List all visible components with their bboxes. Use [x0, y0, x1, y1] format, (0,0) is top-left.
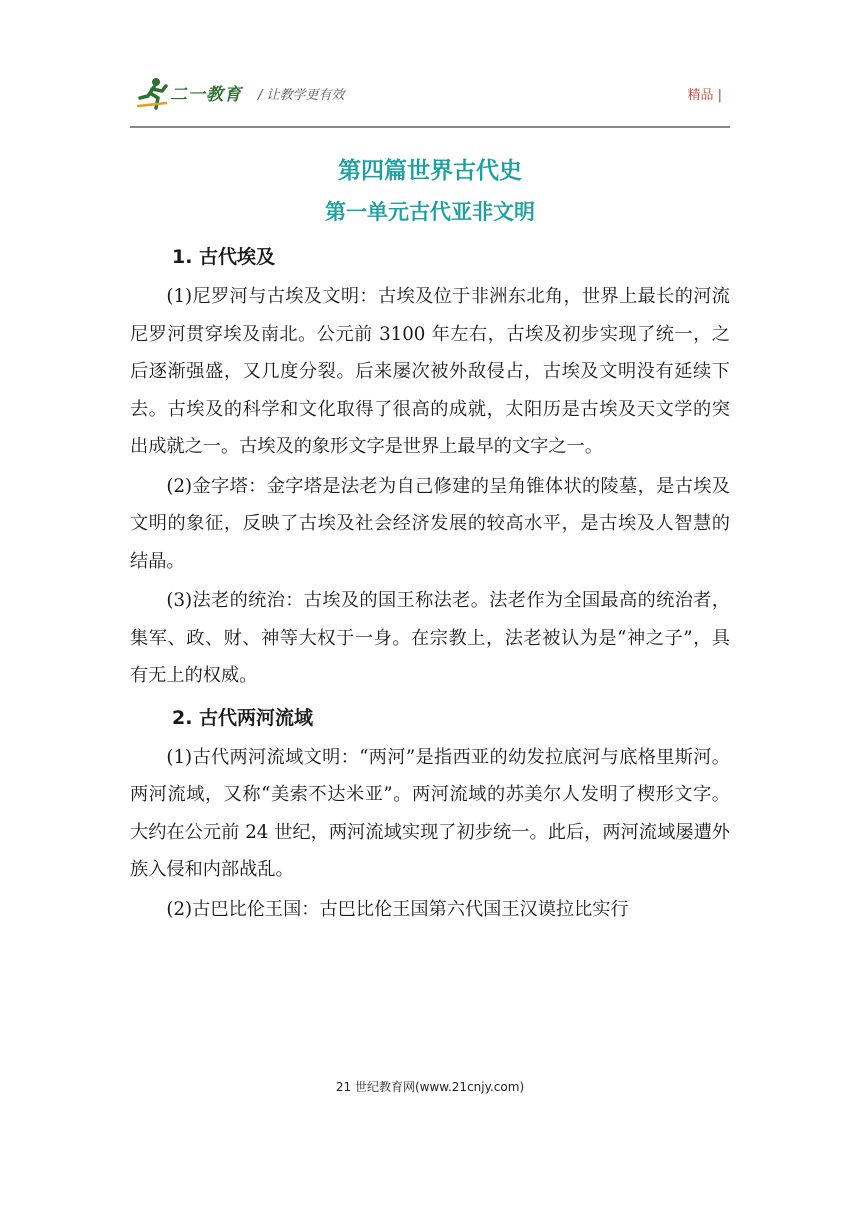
section-heading-egypt: 1. 古代埃及 — [172, 246, 276, 268]
logo — [136, 72, 256, 112]
page-header — [130, 60, 730, 128]
document-body — [130, 236, 730, 930]
paragraph-pharaoh: (3)法老的统治：古埃及的国王称法老。法老作为全国最高的统治者，集军、政、财、神等大权于一身。在宗教上，法老被认为是“神之子”，具有无上的权威。 — [130, 590, 730, 686]
page-footer: 21 世纪教育网(www.21cnjy.com) — [335, 1080, 525, 1094]
slogan: / 让教学更有效 — [258, 88, 345, 103]
runner-icon — [136, 76, 170, 110]
paragraph-pyramid: (2)金字塔：金字塔是法老为自己修建的呈角锥体状的陵墓，是古埃及文明的象征，反映了古埃及社会经济发展的较高水平，是古埃及人智慧的结晶。 — [130, 475, 730, 572]
quality-label: 精品 | — [687, 88, 722, 103]
paragraph-two-rivers: (1)古代两河流域文明：“两河”是指西亚的幼发拉底河与底格里斯河。两河流域，又称“美索不达米亚”。两河流域的苏美尔人发明了楔形文字。大约在公元前 24 世纪，两河流域实现了初步统一。此后，两河流域屡遭外族入侵和内部战乱。 — [130, 746, 730, 880]
page-subtitle: 第一单元古代亚非文明 — [325, 200, 535, 224]
paragraph-babylon: (2)古巴比伦王国：古巴比伦王国第六代国王汉谟拉比实行 — [166, 898, 629, 920]
page-title: 第四篇世界古代史 — [338, 158, 522, 184]
section-heading-mesopotamia: 2. 古代两河流域 — [172, 706, 314, 729]
logo-text: 二一教育 — [170, 85, 242, 105]
paragraph-nile: (1)尼罗河与古埃及文明：古埃及位于非洲东北角，世界上最长的河流尼罗河贯穿埃及南北。公元前 3100 年左右，古埃及初步实现了统一，之后逐渐强盛，又几度分裂。后来屡次被外敌侵占，古埃及文明没有延续下去。古埃及的科学和文化取得了很高的成就，太阳历是古埃及天文学的突出成就之一。古埃及的象形文字是世界上最早的文字之一。 — [130, 286, 730, 457]
